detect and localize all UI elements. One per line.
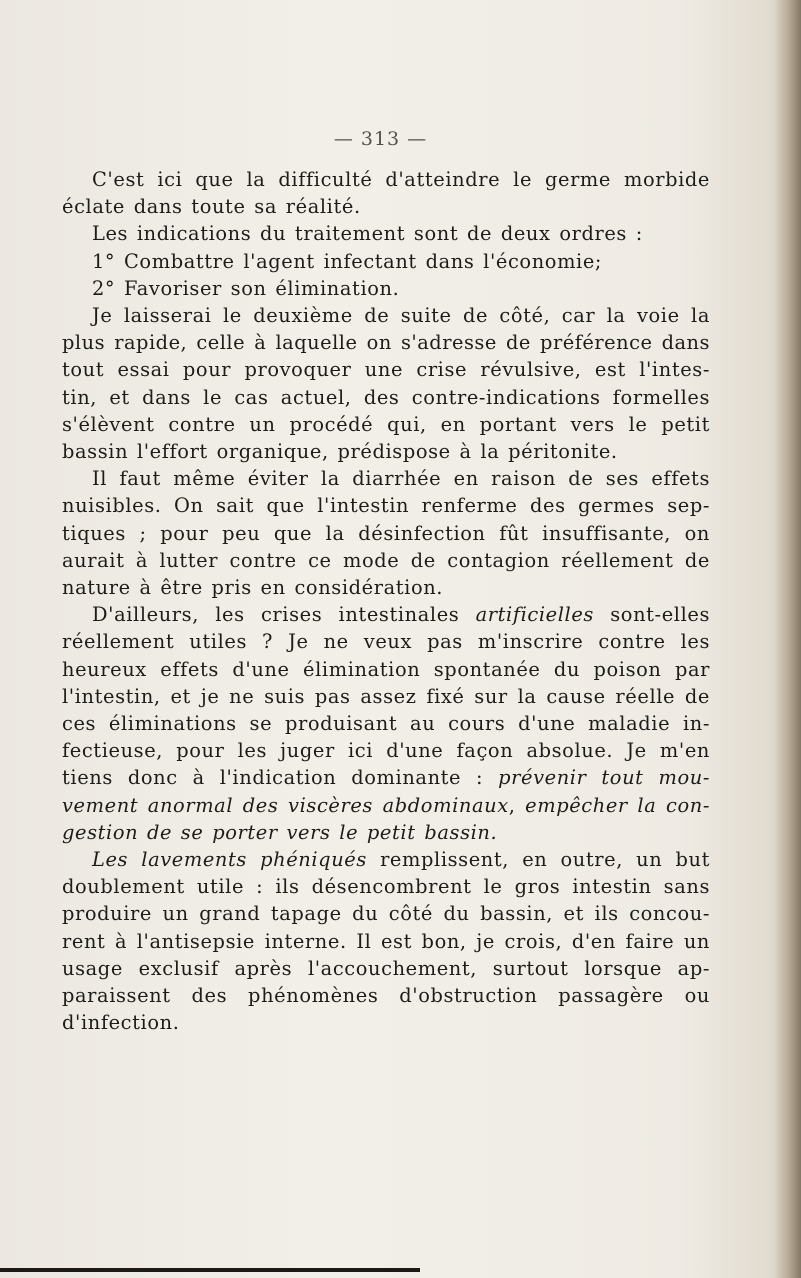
text-run: tiques ; pour peu que la désinfection fût insuffisante, on [62, 521, 710, 545]
text-run: Il faut même éviter la diarrhée en raison de ses effets [92, 467, 710, 491]
text-run: tout essai pour provoquer une crise révulsive, est l'intes- [62, 358, 710, 382]
text-line [62, 220, 710, 247]
text-line [62, 384, 710, 411]
text-run: l'intestin, et je ne suis pas assez fixé sur la cause réelle de [62, 684, 710, 708]
text-run: usage exclusif après l'accouchement, surtout lorsque ap- [62, 956, 710, 980]
text-run: ces éliminations se produisant au cours d'une maladie in- [62, 712, 710, 736]
text-run: tiens donc à l'indication dominante : [62, 766, 499, 790]
text-line [62, 302, 710, 329]
text-run: rent à l'antisepsie interne. Il est bon, je crois, d'en faire un [62, 929, 710, 953]
text-line [62, 873, 710, 900]
text-run: 2° Favoriser son élimination. [92, 276, 400, 300]
text-run: nuisibles. On sait que l'intestin renferme des germes sep- [62, 494, 710, 518]
text-line [62, 329, 710, 356]
text-line [62, 846, 710, 873]
italic-text: artificielles [475, 603, 594, 627]
text-line [62, 656, 710, 683]
text-line [62, 275, 710, 302]
text-run: éclate dans toute sa réalité. [62, 195, 361, 219]
text-run: Les indications du traitement sont de deux ordres : [92, 222, 643, 246]
text-line [62, 792, 710, 819]
italic-text: prévenir tout mou- [498, 766, 710, 790]
text-run: s'élèvent contre un procédé qui, en portant vers le petit [62, 412, 710, 436]
text-line [62, 1009, 710, 1036]
text-line [62, 928, 710, 955]
body-text [62, 166, 710, 1037]
text-line [62, 601, 710, 628]
text-line [62, 955, 710, 982]
text-line [62, 411, 710, 438]
text-line [62, 764, 710, 791]
text-line [62, 166, 710, 193]
text-line [62, 737, 710, 764]
text-line [62, 819, 710, 846]
text-line [62, 520, 710, 547]
italic-text: Les lavements phéniqués [92, 848, 367, 872]
text-run: aurait à lutter contre ce mode de contagion réellement de [62, 548, 710, 572]
text-line [62, 547, 710, 574]
text-run: Je laisserai le deuxième de suite de côté, car la voie la [92, 304, 710, 328]
italic-text: gestion de se porter vers le petit bassin. [62, 820, 498, 844]
text-line [62, 465, 710, 492]
text-line [62, 193, 710, 220]
text-run: sont-elles [593, 603, 711, 627]
text-run: 1° Combattre l'agent infectant dans l'économie; [92, 249, 603, 273]
text-run: nature à être pris en considération. [62, 576, 444, 600]
text-run: réellement utiles ? Je ne veux pas m'inscrire contre les [62, 630, 710, 654]
page-edge-shadow [775, 0, 801, 1278]
text-line [62, 438, 710, 465]
text-line [62, 356, 710, 383]
text-run: doublement utile : ils désencombrent le gros intestin sans [62, 875, 710, 899]
text-run: fectieuse, pour les juger ici d'une façon absolue. Je m'en [62, 739, 710, 763]
text-line [62, 492, 710, 519]
text-line [62, 900, 710, 927]
text-line [62, 710, 710, 737]
text-line [62, 248, 710, 275]
text-run: heureux effets d'une élimination spontanée du poison par [62, 657, 710, 681]
text-line [62, 683, 710, 710]
italic-text: vement anormal des viscères abdominaux [62, 793, 509, 817]
text-run: d'infection. [62, 1011, 180, 1035]
text-run: plus rapide, celle à laquelle on s'adresse de préférence dans [62, 331, 710, 355]
text-run: , [508, 793, 526, 817]
text-run: paraissent des phénomènes d'obstruction passagère ou [62, 984, 710, 1008]
text-run: tin, et dans le cas actuel, des contre-indications formelles [62, 385, 710, 409]
text-run: D'ailleurs, les crises intestinales [92, 603, 476, 627]
text-line [62, 574, 710, 601]
text-line [62, 982, 710, 1009]
italic-text: empêcher la con- [525, 793, 710, 817]
text-run: C'est ici que la difficulté d'atteindre le germe morbide [92, 168, 710, 191]
bottom-rule [0, 1268, 420, 1272]
text-run: bassin l'effort organique, prédispose à la péritonite. [62, 440, 618, 464]
text-run: remplissent, en outre, un but [366, 848, 710, 872]
page-number: — 313 — [333, 128, 428, 150]
text-line [62, 628, 710, 655]
text-run: produire un grand tapage du côté du bassin, et ils concou- [62, 902, 710, 926]
